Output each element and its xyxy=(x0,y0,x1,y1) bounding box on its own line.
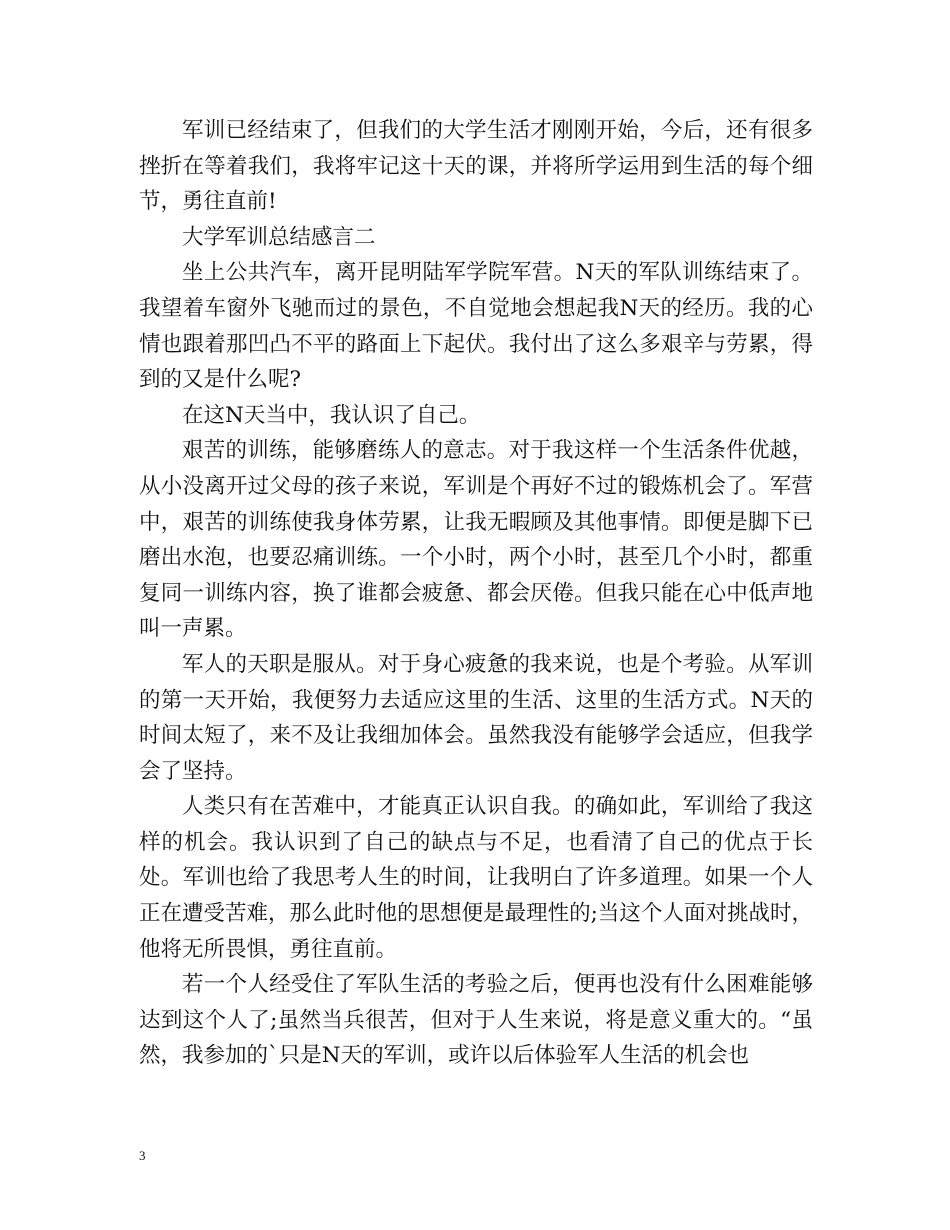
paragraph-5: 军人的天职是服从。对于身心疲惫的我来说，也是个考验。从军训的第一天开始，我便努力去适应这里的生活、这里的生活方式。N天的时间太短了，来不及让我细加体会。虽然我没有能够学会适应，但我学会了坚持。 xyxy=(139,651,813,784)
paragraph-1: 军训已经结束了，但我们的大学生活才刚刚开始，今后，还有很多挫折在等着我们，我将牢记这十天的课，并将所学运用到生活的每个细节，勇往直前! xyxy=(139,118,813,215)
section-heading: 大学军训总结感言二 xyxy=(182,224,376,250)
document-body xyxy=(139,113,813,1074)
paragraph-7: 若一个人经受住了军队生活的考验之后，便再也没有什么困难能够达到这个人了;虽然当兵很苦，但对于人生来说，将是意义重大的。“虽然，我参加的`只是N天的军训，或许以后体验军人生活的机会也 xyxy=(139,972,813,1069)
paragraph-4: 艰苦的训练，能够磨练人的意志。对于我这样一个生活条件优越，从小没离开过父母的孩子来说，军训是个再好不过的锻炼机会了。军营中，艰苦的训练使我身体劳累，让我无暇顾及其他事情。即便是脚下已磨出水泡，也要忍痛训练。一个小时，两个小时，甚至几个小时，都重复同一训练内容，换了谁都会疲惫、都会厌倦。但我只能在心中低声地叫一声累。 xyxy=(139,438,813,642)
paragraph-6: 人类只有在苦难中，才能真正认识自我。的确如此，军训给了我这样的机会。我认识到了自己的缺点与不足，也看清了自己的优点于长处。军训也给了我思考人生的时间，让我明白了许多道理。如果一个人正在遭受苦难，那么此时他的思想便是最理性的;当这个人面对挑战时，他将无所畏惧，勇往直前。 xyxy=(139,794,813,962)
page-number: 3 xyxy=(139,1148,146,1163)
paragraph-2: 坐上公共汽车，离开昆明陆军学院军营。N天的军队训练结束了。我望着车窗外飞驰而过的景色，不自觉地会想起我N天的经历。我的心情也跟着那凹凸不平的路面上下起伏。我付出了这么多艰辛与劳累，得到的又是什么呢? xyxy=(139,260,813,393)
paragraph-3: 在这N天当中，我认识了自己。 xyxy=(182,402,481,428)
